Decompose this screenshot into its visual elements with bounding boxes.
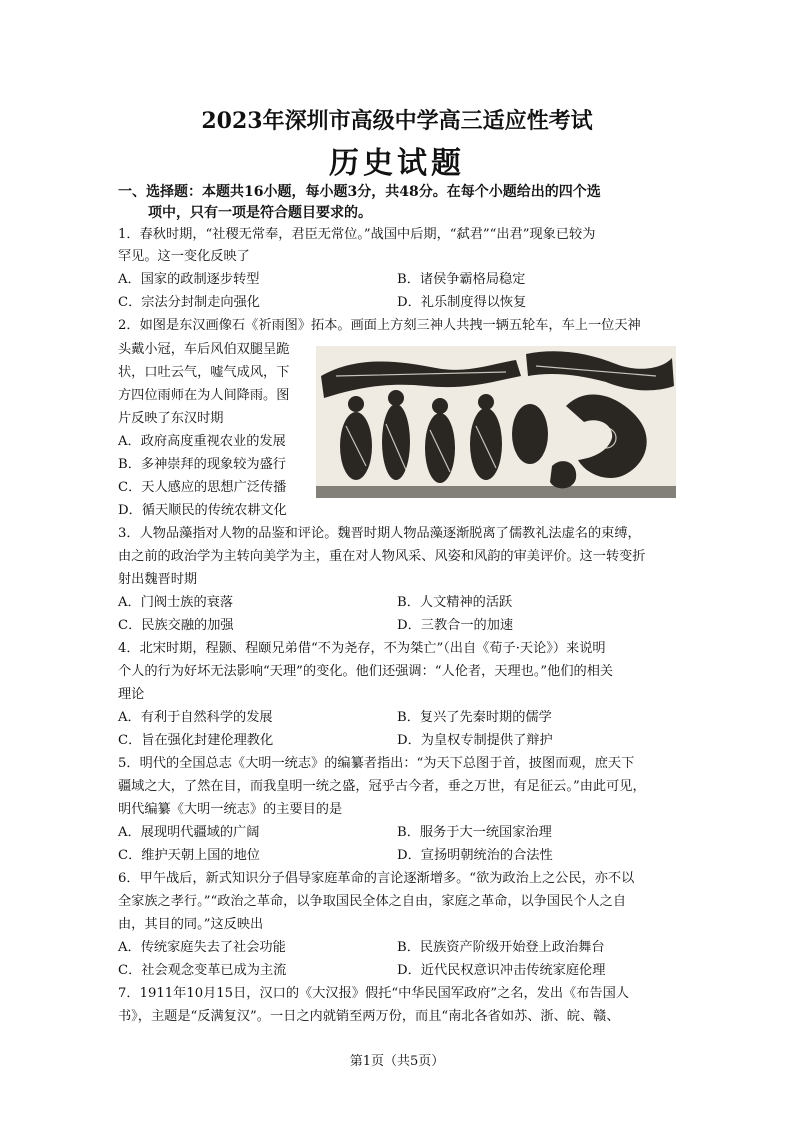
q3-option-a: A．门阀士族的衰落 <box>118 595 234 610</box>
q4-stem-line2: 个人的行为好坏无法影响“天理”的变化。他们还强调：“人伦者，天理也。”他们的相关 <box>118 664 614 679</box>
q3-option-c: C．民族交融的加强 <box>118 618 234 633</box>
q7-stem-line2: 书》，主题是“反满复汉”。一日之内就销至两万份，而且“南北各省如苏、浙、皖、赣、 <box>118 1009 620 1024</box>
rain-prayer-rubbing-figure <box>316 346 676 498</box>
q2-stem-line1: 2．如图是东汉画像石《祈雨图》拓本。画面上方刻三神人共拽一辆五轮车，车上一位天神 <box>118 318 641 333</box>
q1-stem-line1: 1．春秋时期，“社稷无常奉，君臣无常位。”战国中后期，“弑君”“出君”现象已较为 <box>118 227 596 242</box>
q5-option-a: A．展现明代疆域的广阔 <box>118 825 260 840</box>
q6-stem-line2: 全家族之孝行。”“政治之革命，以争取国民全体之自由，家庭之革命，以争国民个人之自 <box>118 894 627 909</box>
q1-option-b: B．诸侯争霸格局稳定 <box>397 272 526 287</box>
q2-stem-line4: 方四位雨师在为人间降雨。图 <box>118 388 290 403</box>
q5-stem-line2: 疆域之大，了然在目，而我皇明一统之盛，冠乎古今者，垂之万世，有足征云。”由此可见， <box>118 779 646 794</box>
q3-stem-line3: 射出魏晋时期 <box>118 572 198 587</box>
q2-option-d: D．循天顺民的传统农耕文化 <box>118 503 287 518</box>
q2-stem-line5: 片反映了东汉时期 <box>118 411 224 426</box>
q3-option-b: B．人文精神的活跃 <box>397 595 513 610</box>
exam-title: 2023年深圳市高级中学高三适应性考试 <box>201 108 593 134</box>
q2-option-a: A．政府高度重视农业的发展 <box>118 434 286 449</box>
q6-option-c: C．社会观念变革已成为主流 <box>118 963 287 978</box>
q1-option-a: A．国家的政制逐步转型 <box>118 272 260 287</box>
q2-option-b: B．多神崇拜的现象较为盛行 <box>118 457 286 472</box>
section-heading-line1: 一、选择题：本题共16小题，每小题3分，共48分。在每个小题给出的四个选 <box>118 184 601 200</box>
q4-option-d: D．为皇权专制提供了辩护 <box>397 733 553 748</box>
q1-option-c: C．宗法分封制走向强化 <box>118 295 260 310</box>
q4-stem-line3: 理论 <box>118 687 145 702</box>
q4-option-c: C．旨在强化封建伦理教化 <box>118 733 274 748</box>
rubbing-image <box>316 346 676 498</box>
section-heading-line2: 项中，只有一项是符合题目要求的。 <box>148 205 372 221</box>
q6-stem-line1: 6．甲午战后，新式知识分子倡导家庭革命的言论逐渐增多。“欲为政治上之公民，亦不以 <box>118 871 635 886</box>
q4-stem-line1: 4．北宋时期，程颢、程颐兄弟借“不为尧存，不为桀亡”（出自《荀子·天论》）来说明 <box>118 641 606 656</box>
q2-stem-line3: 状，口吐云气，嘘气成风，下 <box>118 365 290 380</box>
q4-option-b: B．复兴了先秦时期的儒学 <box>397 710 552 725</box>
q6-option-d: D．近代民权意识冲击传统家庭伦理 <box>397 963 606 978</box>
q1-stem-line2: 罕见。这一变化反映了 <box>118 249 250 264</box>
q3-option-d: D．三教合一的加速 <box>397 618 514 633</box>
q3-stem-line1: 3．人物品藻指对人物的品鉴和评论。魏晋时期人物品藻逐渐脱离了儒教礼法虚名的束缚， <box>118 526 641 541</box>
page-footer: 第1页（共5页） <box>349 1054 445 1069</box>
q5-stem-line1: 5．明代的全国总志《大明一统志》的编纂者指出：“为天下总图于首，披图而观，庶天下 <box>118 756 635 771</box>
subject-title: 历史试题 <box>329 146 465 181</box>
q5-stem-line3: 明代编纂《大明一统志》的主要目的是 <box>118 802 343 817</box>
q4-option-a: A．有利于自然科学的发展 <box>118 710 273 725</box>
q2-option-c: C．天人感应的思想广泛传播 <box>118 480 287 495</box>
q5-option-d: D．宣扬明朝统治的合法性 <box>397 848 553 863</box>
q7-stem-line1: 7．1911年10月15日，汉口的《大汉报》假托“中华民国军政府”之名，发出《布告国人 <box>118 986 629 1001</box>
q1-option-d: D．礼乐制度得以恢复 <box>397 295 527 310</box>
q6-option-a: A．传统家庭失去了社会功能 <box>118 940 286 955</box>
q3-stem-line2: 由之前的政治学为主转向美学为主，重在对人物风采、风姿和风韵的审美评价。这一转变折 <box>118 549 646 564</box>
q5-option-b: B．服务于大一统国家治理 <box>397 825 552 840</box>
q6-stem-line3: 由，其目的同。”这反映出 <box>118 917 264 932</box>
q5-option-c: C．维护天朝上国的地位 <box>118 848 260 863</box>
q2-stem-line2: 头戴小冠，车后风伯双腿呈跪 <box>118 342 290 357</box>
q6-option-b: B．民族资产阶级开始登上政治舞台 <box>397 940 605 955</box>
